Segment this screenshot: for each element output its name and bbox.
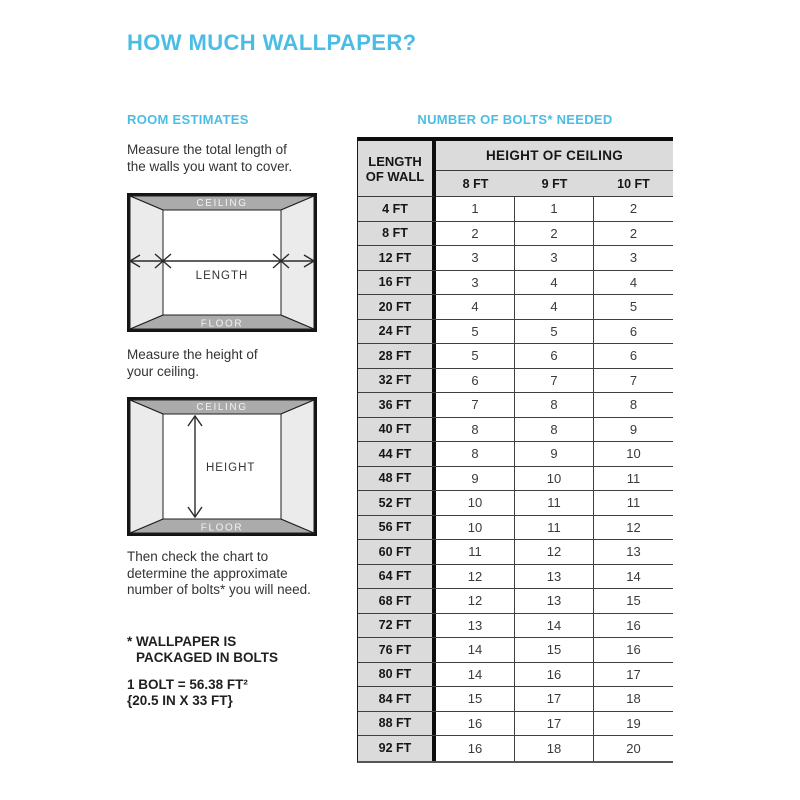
value-cell: 8 (515, 418, 594, 442)
row-header-cell: 60 FT (358, 540, 436, 564)
table-row (358, 736, 673, 761)
table-row (358, 712, 673, 737)
step3-line1: Then check the chart to (127, 549, 269, 564)
value-cell: 20 (626, 740, 641, 756)
value-cell: 11 (626, 495, 641, 511)
row-header-cell: 84 FT (358, 687, 436, 711)
value-cell: 14 (436, 663, 515, 687)
value-cell: 5 (515, 320, 594, 344)
row-header-cell: 32 FT (358, 369, 436, 393)
table-row (358, 222, 673, 247)
step2-line1: Measure the height of (127, 347, 258, 362)
value-cell: 5 (629, 299, 638, 315)
value-cell: 16 (436, 712, 515, 736)
col-header-9ft: 9 FT (541, 176, 568, 191)
table-row (358, 320, 673, 345)
table-header (358, 141, 673, 197)
value-cell: 8 (515, 393, 594, 417)
value-cell: 12 (436, 589, 515, 613)
value-cell: 13 (436, 614, 515, 638)
row-header-cell: 56 FT (358, 516, 436, 540)
value-cell: 3 (436, 246, 515, 270)
row-header-cell: 28 FT (358, 344, 436, 368)
value-cell: 17 (626, 666, 641, 682)
value-cell: 8 (436, 418, 515, 442)
table-row (358, 663, 673, 688)
table-body (358, 197, 673, 761)
room-estimates-heading: ROOM ESTIMATES (127, 112, 249, 127)
value-cell: 2 (629, 201, 638, 217)
value-cell: 14 (515, 614, 594, 638)
table-row (358, 369, 673, 394)
row-header-cell: 16 FT (358, 271, 436, 295)
value-cell: 3 (436, 271, 515, 295)
value-cell: 6 (629, 323, 638, 339)
value-cell: 2 (629, 225, 638, 241)
value-cell: 4 (515, 295, 594, 319)
value-cell: 17 (515, 687, 594, 711)
value-cell: 15 (515, 638, 594, 662)
page-title: HOW MUCH WALLPAPER? (127, 30, 417, 55)
table-row (358, 516, 673, 541)
row-header-cell: 24 FT (358, 320, 436, 344)
row-header-cell: 88 FT (358, 712, 436, 736)
row-header-cell: 8 FT (358, 222, 436, 246)
value-cell: 19 (626, 715, 641, 731)
table-row (358, 491, 673, 516)
row-header-cell: 72 FT (358, 614, 436, 638)
value-cell: 17 (515, 712, 594, 736)
col-header-length-of-wall (358, 141, 436, 197)
value-cell: 4 (629, 274, 638, 290)
value-cell: 2 (436, 222, 515, 246)
row-header-cell: 20 FT (358, 295, 436, 319)
row-header-cell: 64 FT (358, 565, 436, 589)
floor-label: FLOOR (200, 318, 244, 330)
value-cell: 7 (629, 372, 638, 388)
value-cell: 16 (436, 736, 515, 761)
value-cell: 4 (515, 271, 594, 295)
bolts-footnote (127, 634, 278, 666)
step1-line1: Measure the total length of (127, 142, 287, 157)
left-wall-panel (130, 196, 163, 329)
value-cell: 10 (436, 516, 515, 540)
col-group-header-height-of-ceiling: HEIGHT OF CEILING (436, 141, 673, 171)
table-row (358, 197, 673, 222)
value-cell: 6 (515, 344, 594, 368)
value-cell: 5 (436, 320, 515, 344)
value-cell: 14 (436, 638, 515, 662)
step3-instruction (127, 549, 311, 599)
value-cell: 13 (626, 544, 641, 560)
step1-instruction (127, 142, 292, 175)
table-row (358, 418, 673, 443)
row-header-cell: 76 FT (358, 638, 436, 662)
value-cell: 5 (436, 344, 515, 368)
ceiling-label: CEILING (196, 198, 248, 209)
length-of-wall-line2: OF WALL (365, 168, 425, 184)
table-row (358, 246, 673, 271)
bolt-spec-line2: {20.5 IN X 33 FT} (127, 693, 233, 708)
right-wall-panel (281, 196, 314, 329)
value-cell: 16 (626, 642, 641, 658)
row-header-cell: 4 FT (358, 197, 436, 221)
value-cell: 2 (515, 222, 594, 246)
floor-label: FLOOR (200, 522, 244, 534)
footnote-line2: PACKAGED IN BOLTS (136, 650, 279, 665)
value-cell: 14 (626, 568, 641, 584)
table-row (358, 442, 673, 467)
table-row (358, 687, 673, 712)
ceiling-label: CEILING (196, 402, 248, 413)
value-cell: 15 (436, 687, 515, 711)
value-cell: 13 (515, 565, 594, 589)
subheader-row (436, 171, 673, 197)
table-row (358, 565, 673, 590)
step2-line2: your ceiling. (127, 363, 200, 379)
value-cell: 9 (515, 442, 594, 466)
step3-line3: number of bolts* you will need. (127, 582, 311, 597)
table-row (358, 638, 673, 663)
table-row (358, 344, 673, 369)
value-cell: 18 (626, 691, 641, 707)
back-wall-panel (163, 210, 281, 315)
value-cell: 15 (626, 593, 641, 609)
row-header-cell: 52 FT (358, 491, 436, 515)
step2-instruction (127, 347, 258, 380)
value-cell: 11 (515, 491, 594, 515)
bolts-table (357, 137, 673, 763)
value-cell: 16 (515, 663, 594, 687)
step3-line2: determine the approximate (127, 565, 288, 581)
value-cell: 10 (436, 491, 515, 515)
value-cell: 10 (626, 446, 641, 462)
value-cell: 3 (629, 250, 638, 266)
value-cell: 12 (515, 540, 594, 564)
table-row (358, 467, 673, 492)
value-cell: 9 (436, 467, 515, 491)
bolt-size-spec (127, 677, 248, 709)
value-cell: 13 (515, 589, 594, 613)
footnote-line1: * WALLPAPER IS (127, 634, 237, 649)
row-header-cell: 80 FT (358, 663, 436, 687)
left-wall-panel (130, 400, 163, 533)
row-header-cell: 12 FT (358, 246, 436, 270)
row-header-cell: 68 FT (358, 589, 436, 613)
table-row (358, 540, 673, 565)
step1-line2: the walls you want to cover. (127, 158, 293, 174)
room-height-diagram (127, 397, 317, 536)
value-cell: 6 (436, 369, 515, 393)
row-header-cell: 40 FT (358, 418, 436, 442)
value-cell: 16 (626, 617, 641, 633)
value-cell: 7 (436, 393, 515, 417)
row-header-cell: 92 FT (358, 736, 436, 761)
row-header-cell: 36 FT (358, 393, 436, 417)
value-cell: 12 (626, 519, 641, 535)
value-cell: 1 (436, 197, 515, 221)
value-cell: 8 (629, 397, 638, 413)
value-cell: 18 (515, 736, 594, 761)
value-cell: 6 (629, 348, 638, 364)
col-header-10ft: 10 FT (617, 176, 650, 191)
height-dimension-label: HEIGHT (206, 462, 256, 474)
value-cell: 10 (515, 467, 594, 491)
table-row (358, 393, 673, 418)
row-header-cell: 48 FT (358, 467, 436, 491)
bolts-table-heading: NUMBER OF BOLTS* NEEDED (417, 112, 613, 127)
table-row (358, 614, 673, 639)
value-cell: 11 (436, 540, 515, 564)
value-cell: 3 (515, 246, 594, 270)
length-dimension-label: LENGTH (195, 270, 249, 282)
value-cell: 1 (515, 197, 594, 221)
length-of-wall-line1: LENGTH (368, 153, 422, 169)
table-row (358, 295, 673, 320)
value-cell: 12 (436, 565, 515, 589)
table-row (358, 589, 673, 614)
value-cell: 4 (436, 295, 515, 319)
value-cell: 11 (626, 470, 641, 486)
table-row (358, 271, 673, 296)
value-cell: 9 (629, 421, 638, 437)
bolt-spec-line1: 1 BOLT = 56.38 FT² (127, 677, 248, 692)
right-wall-panel (281, 400, 314, 533)
value-cell: 11 (515, 516, 594, 540)
col-header-8ft: 8 FT (462, 176, 489, 191)
row-header-cell: 44 FT (358, 442, 436, 466)
value-cell: 8 (436, 442, 515, 466)
value-cell: 7 (515, 369, 594, 393)
room-length-diagram (127, 193, 317, 332)
